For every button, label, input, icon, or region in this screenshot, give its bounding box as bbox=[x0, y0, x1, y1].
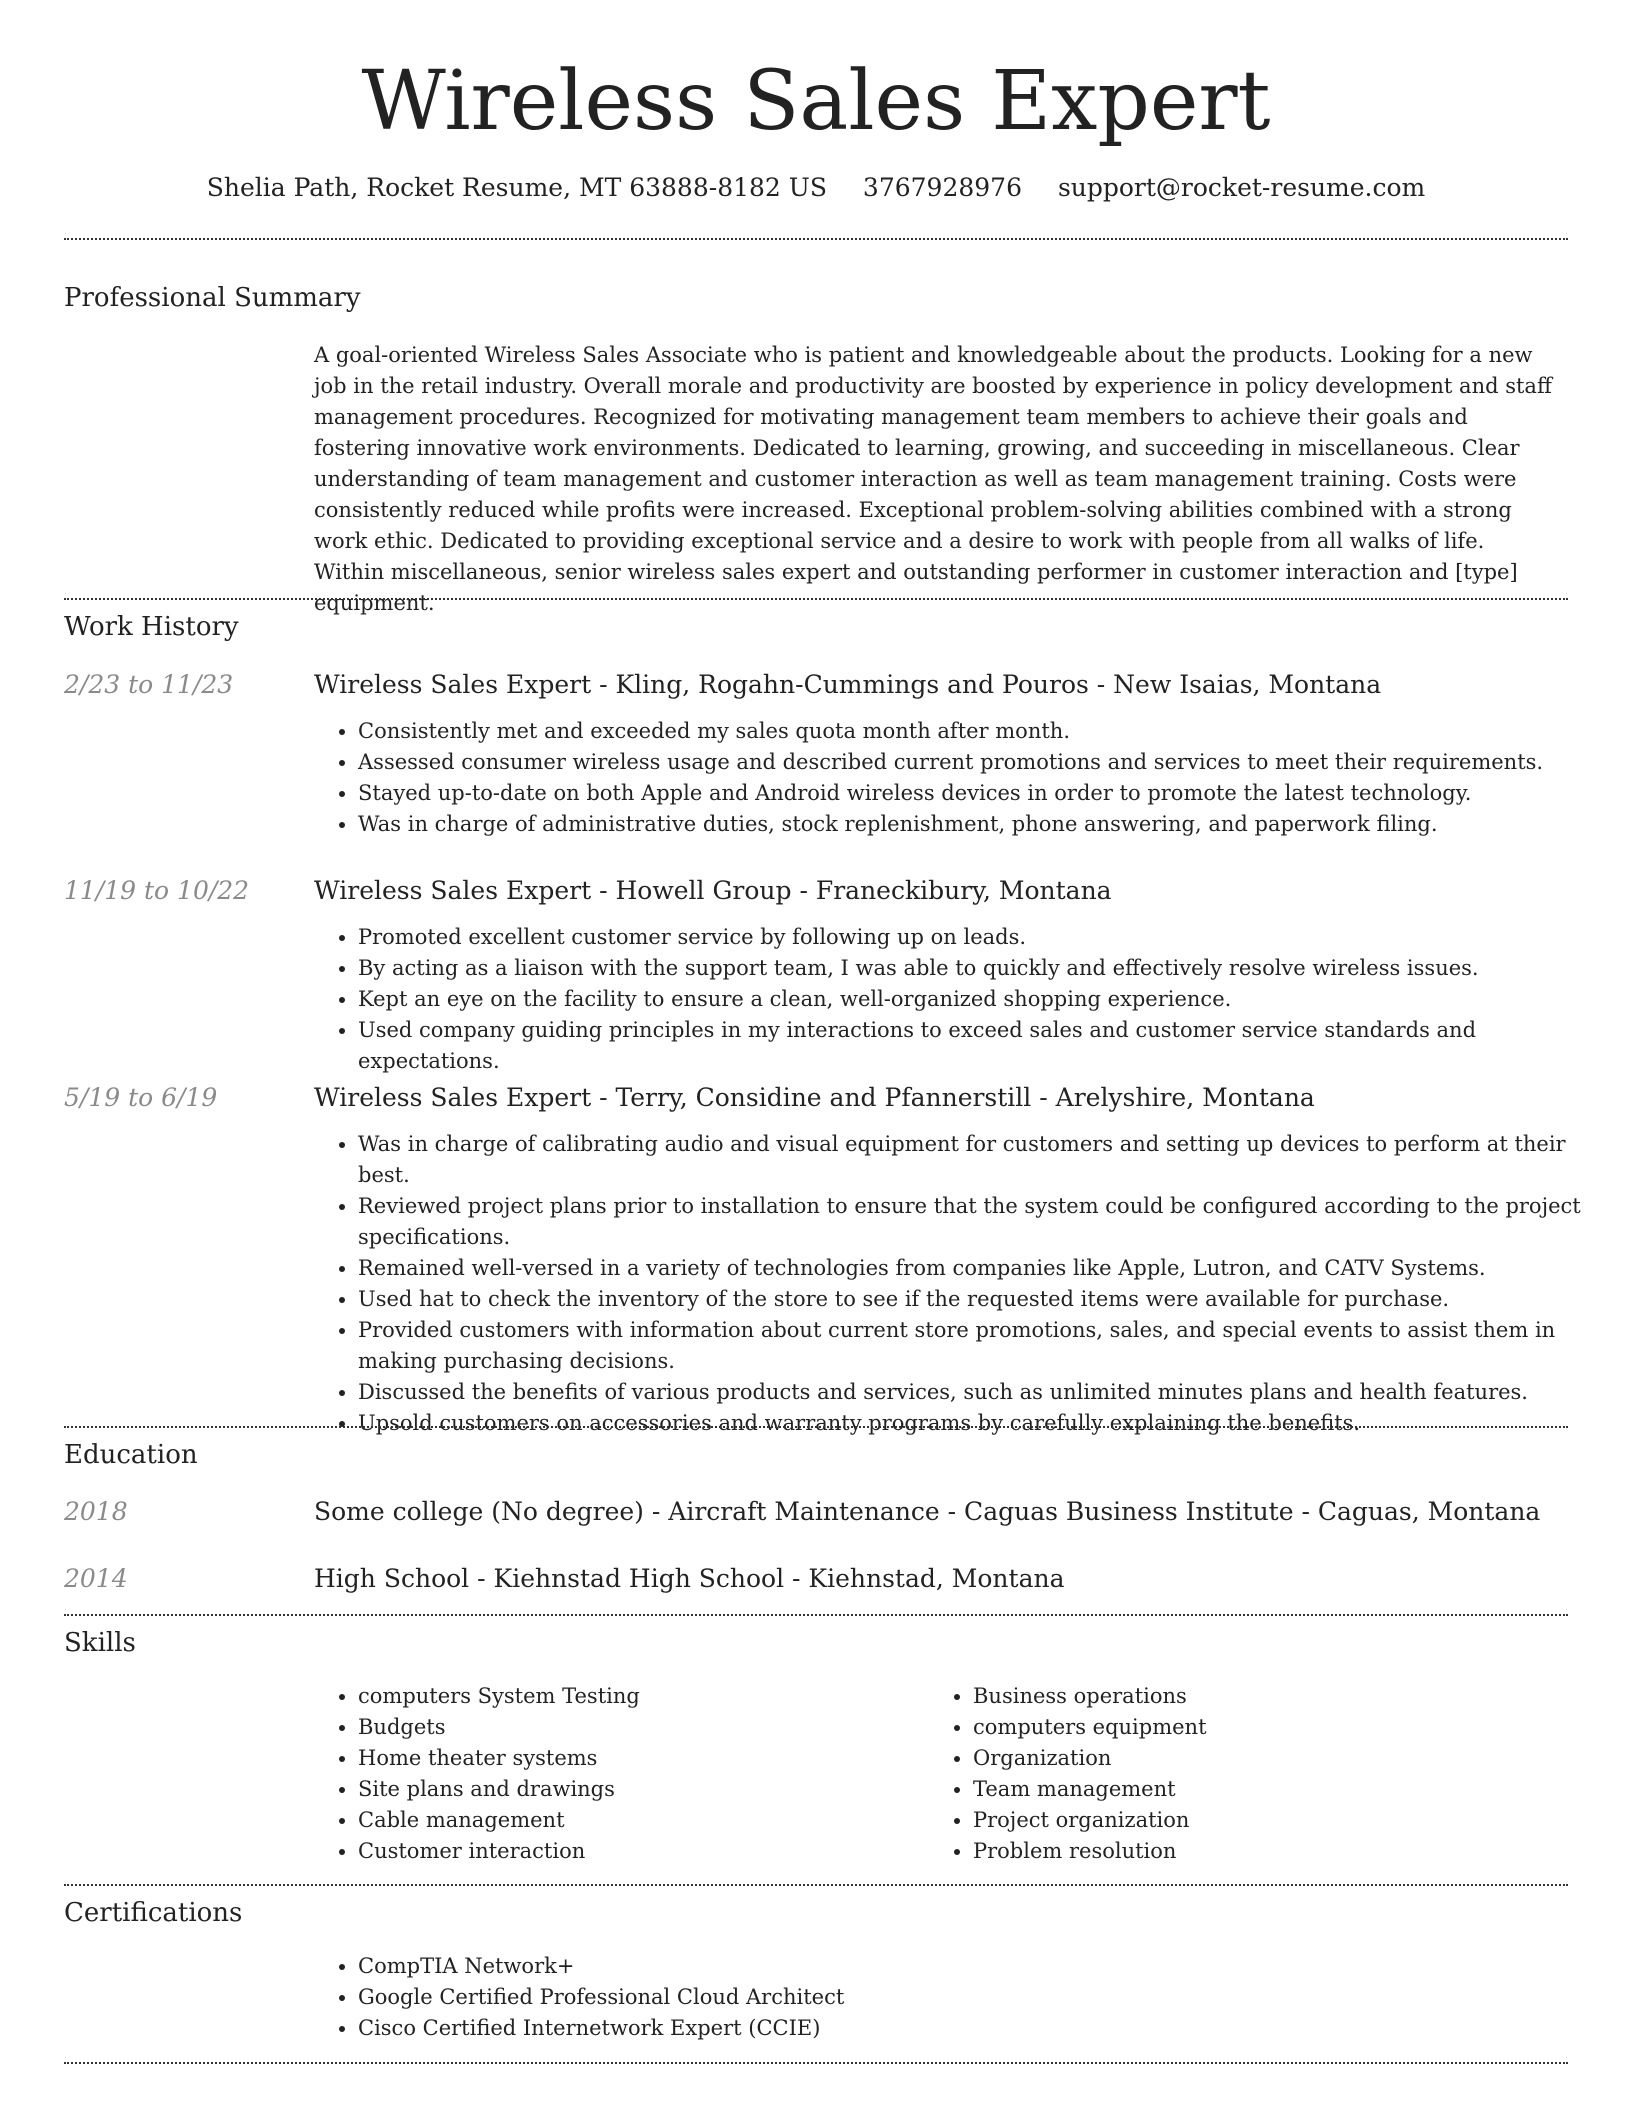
job-dates: 2/23 to 11/23 bbox=[64, 670, 234, 699]
job-bullets bbox=[314, 716, 1608, 840]
list-item: • Upsold customers on accessories and warranty programs by carefully explaining the benefits. bbox=[358, 1408, 1608, 1439]
list-item: • Remained well-versed in a variety of technologies from companies like Apple, Lutron, and CATV Systems. bbox=[358, 1253, 1608, 1284]
list-item: • Project organization bbox=[973, 1805, 1533, 1836]
divider bbox=[64, 598, 1568, 600]
job-dates: 5/19 to 6/19 bbox=[64, 1083, 218, 1112]
section-heading-skills: Skills bbox=[64, 1628, 136, 1658]
list-item: • Problem resolution bbox=[973, 1836, 1533, 1867]
divider bbox=[64, 2062, 1568, 2064]
education-title: High School - Kiehnstad High School - Kiehnstad, Montana bbox=[314, 1564, 1065, 1593]
list-item: • CompTIA Network+ bbox=[358, 1951, 1608, 1982]
list-item: • Home theater systems bbox=[358, 1743, 918, 1774]
list-item: • Cable management bbox=[358, 1805, 918, 1836]
list-item: • computers System Testing bbox=[358, 1681, 918, 1712]
list-item: • Customer interaction bbox=[358, 1836, 918, 1867]
list-item: • computers equipment bbox=[973, 1712, 1533, 1743]
list-item: • Discussed the benefits of various products and services, such as unlimited minutes plans and health features. bbox=[358, 1377, 1608, 1408]
list-item: • Was in charge of administrative duties, stock replenishment, phone answering, and paperwork filing. bbox=[358, 809, 1608, 840]
divider bbox=[64, 1614, 1568, 1616]
education-year: 2018 bbox=[64, 1497, 128, 1526]
divider bbox=[64, 238, 1568, 240]
job-bullets bbox=[314, 922, 1608, 1077]
section-heading-summary: Professional Summary bbox=[64, 283, 361, 313]
list-item: • Google Certified Professional Cloud Architect bbox=[358, 1982, 1608, 2013]
education-title: Some college (No degree) - Aircraft Maintenance - Caguas Business Institute - Caguas, Montana bbox=[314, 1497, 1541, 1526]
skills-list-right bbox=[929, 1681, 1533, 1867]
contact-address: Shelia Path, Rocket Resume, MT 63888-8182 US bbox=[206, 173, 827, 202]
section-heading-certifications: Certifications bbox=[64, 1898, 243, 1928]
list-item: • Site plans and drawings bbox=[358, 1774, 918, 1805]
education-year: 2014 bbox=[64, 1564, 128, 1593]
list-item: • Kept an eye on the facility to ensure a clean, well-organized shopping experience. bbox=[358, 984, 1608, 1015]
contact-email: support@rocket-resume.com bbox=[1057, 173, 1426, 202]
job-title: Wireless Sales Expert - Kling, Rogahn-Cummings and Pouros - New Isaias, Montana bbox=[314, 670, 1382, 699]
contact-line bbox=[0, 168, 1632, 208]
job-title: Wireless Sales Expert - Terry, Considine and Pfannerstill - Arelyshire, Montana bbox=[314, 1083, 1315, 1112]
divider bbox=[64, 1426, 1568, 1428]
list-item: • Promoted excellent customer service by following up on leads. bbox=[358, 922, 1608, 953]
list-item: • Business operations bbox=[973, 1681, 1533, 1712]
list-item: • Cisco Certified Internetwork Expert (CCIE) bbox=[358, 2013, 1608, 2044]
divider bbox=[64, 1884, 1568, 1886]
list-item: • By acting as a liaison with the support team, I was able to quickly and effectively resolve wireless issues. bbox=[358, 953, 1608, 984]
list-item: • Stayed up-to-date on both Apple and Android wireless devices in order to promote the latest technology. bbox=[358, 778, 1608, 809]
section-heading-work-history: Work History bbox=[64, 612, 239, 642]
certifications-list bbox=[314, 1951, 1608, 2044]
list-item: • Budgets bbox=[358, 1712, 918, 1743]
job-dates: 11/19 to 10/22 bbox=[64, 876, 250, 905]
list-item: • Used company guiding principles in my interactions to exceed sales and customer service standards and expectations. bbox=[358, 1015, 1608, 1077]
list-item: • Organization bbox=[973, 1743, 1533, 1774]
list-item: • Was in charge of calibrating audio and visual equipment for customers and setting up devices to perform at their best. bbox=[358, 1129, 1608, 1191]
list-item: • Consistently met and exceeded my sales quota month after month. bbox=[358, 716, 1608, 747]
section-heading-education: Education bbox=[64, 1440, 198, 1470]
list-item: • Assessed consumer wireless usage and described current promotions and services to meet their requirements. bbox=[358, 747, 1608, 778]
skills-list-left bbox=[314, 1681, 918, 1867]
summary-text: A goal-oriented Wireless Sales Associate who is patient and knowledgeable about the products. Looking for a new job in the retail industry. Overall morale and productivity are boosted by experience in policy development and staff management procedures. Recognized for motivating management team members to achieve their goals and fostering innovative work environments. Dedicated to learning, growing, and succeeding in miscellaneous. Clear understanding of team management and customer interaction as well as team management training. Costs were consistently reduced while profits were increased. Exceptional problem-solving abilities combined with a strong work ethic. Dedicated to providing exceptional service and a desire to work with people from all walks of life. Within miscellaneous, senior wireless sales expert and outstanding performer in customer interaction and [type] equipment. bbox=[314, 343, 1552, 615]
list-item: • Used hat to check the inventory of the store to see if the requested items were available for purchase. bbox=[358, 1284, 1608, 1315]
job-title: Wireless Sales Expert - Howell Group - Franeckibury, Montana bbox=[314, 876, 1112, 905]
page-title: Wireless Sales Expert bbox=[361, 54, 1271, 149]
list-item: • Provided customers with information about current store promotions, sales, and special events to assist them in making purchasing decisions. bbox=[358, 1315, 1608, 1377]
contact-phone: 3767928976 bbox=[862, 173, 1022, 202]
job-bullets bbox=[314, 1129, 1608, 1439]
list-item: • Reviewed project plans prior to installation to ensure that the system could be configured according to the project specifications. bbox=[358, 1191, 1608, 1253]
list-item: • Team management bbox=[973, 1774, 1533, 1805]
